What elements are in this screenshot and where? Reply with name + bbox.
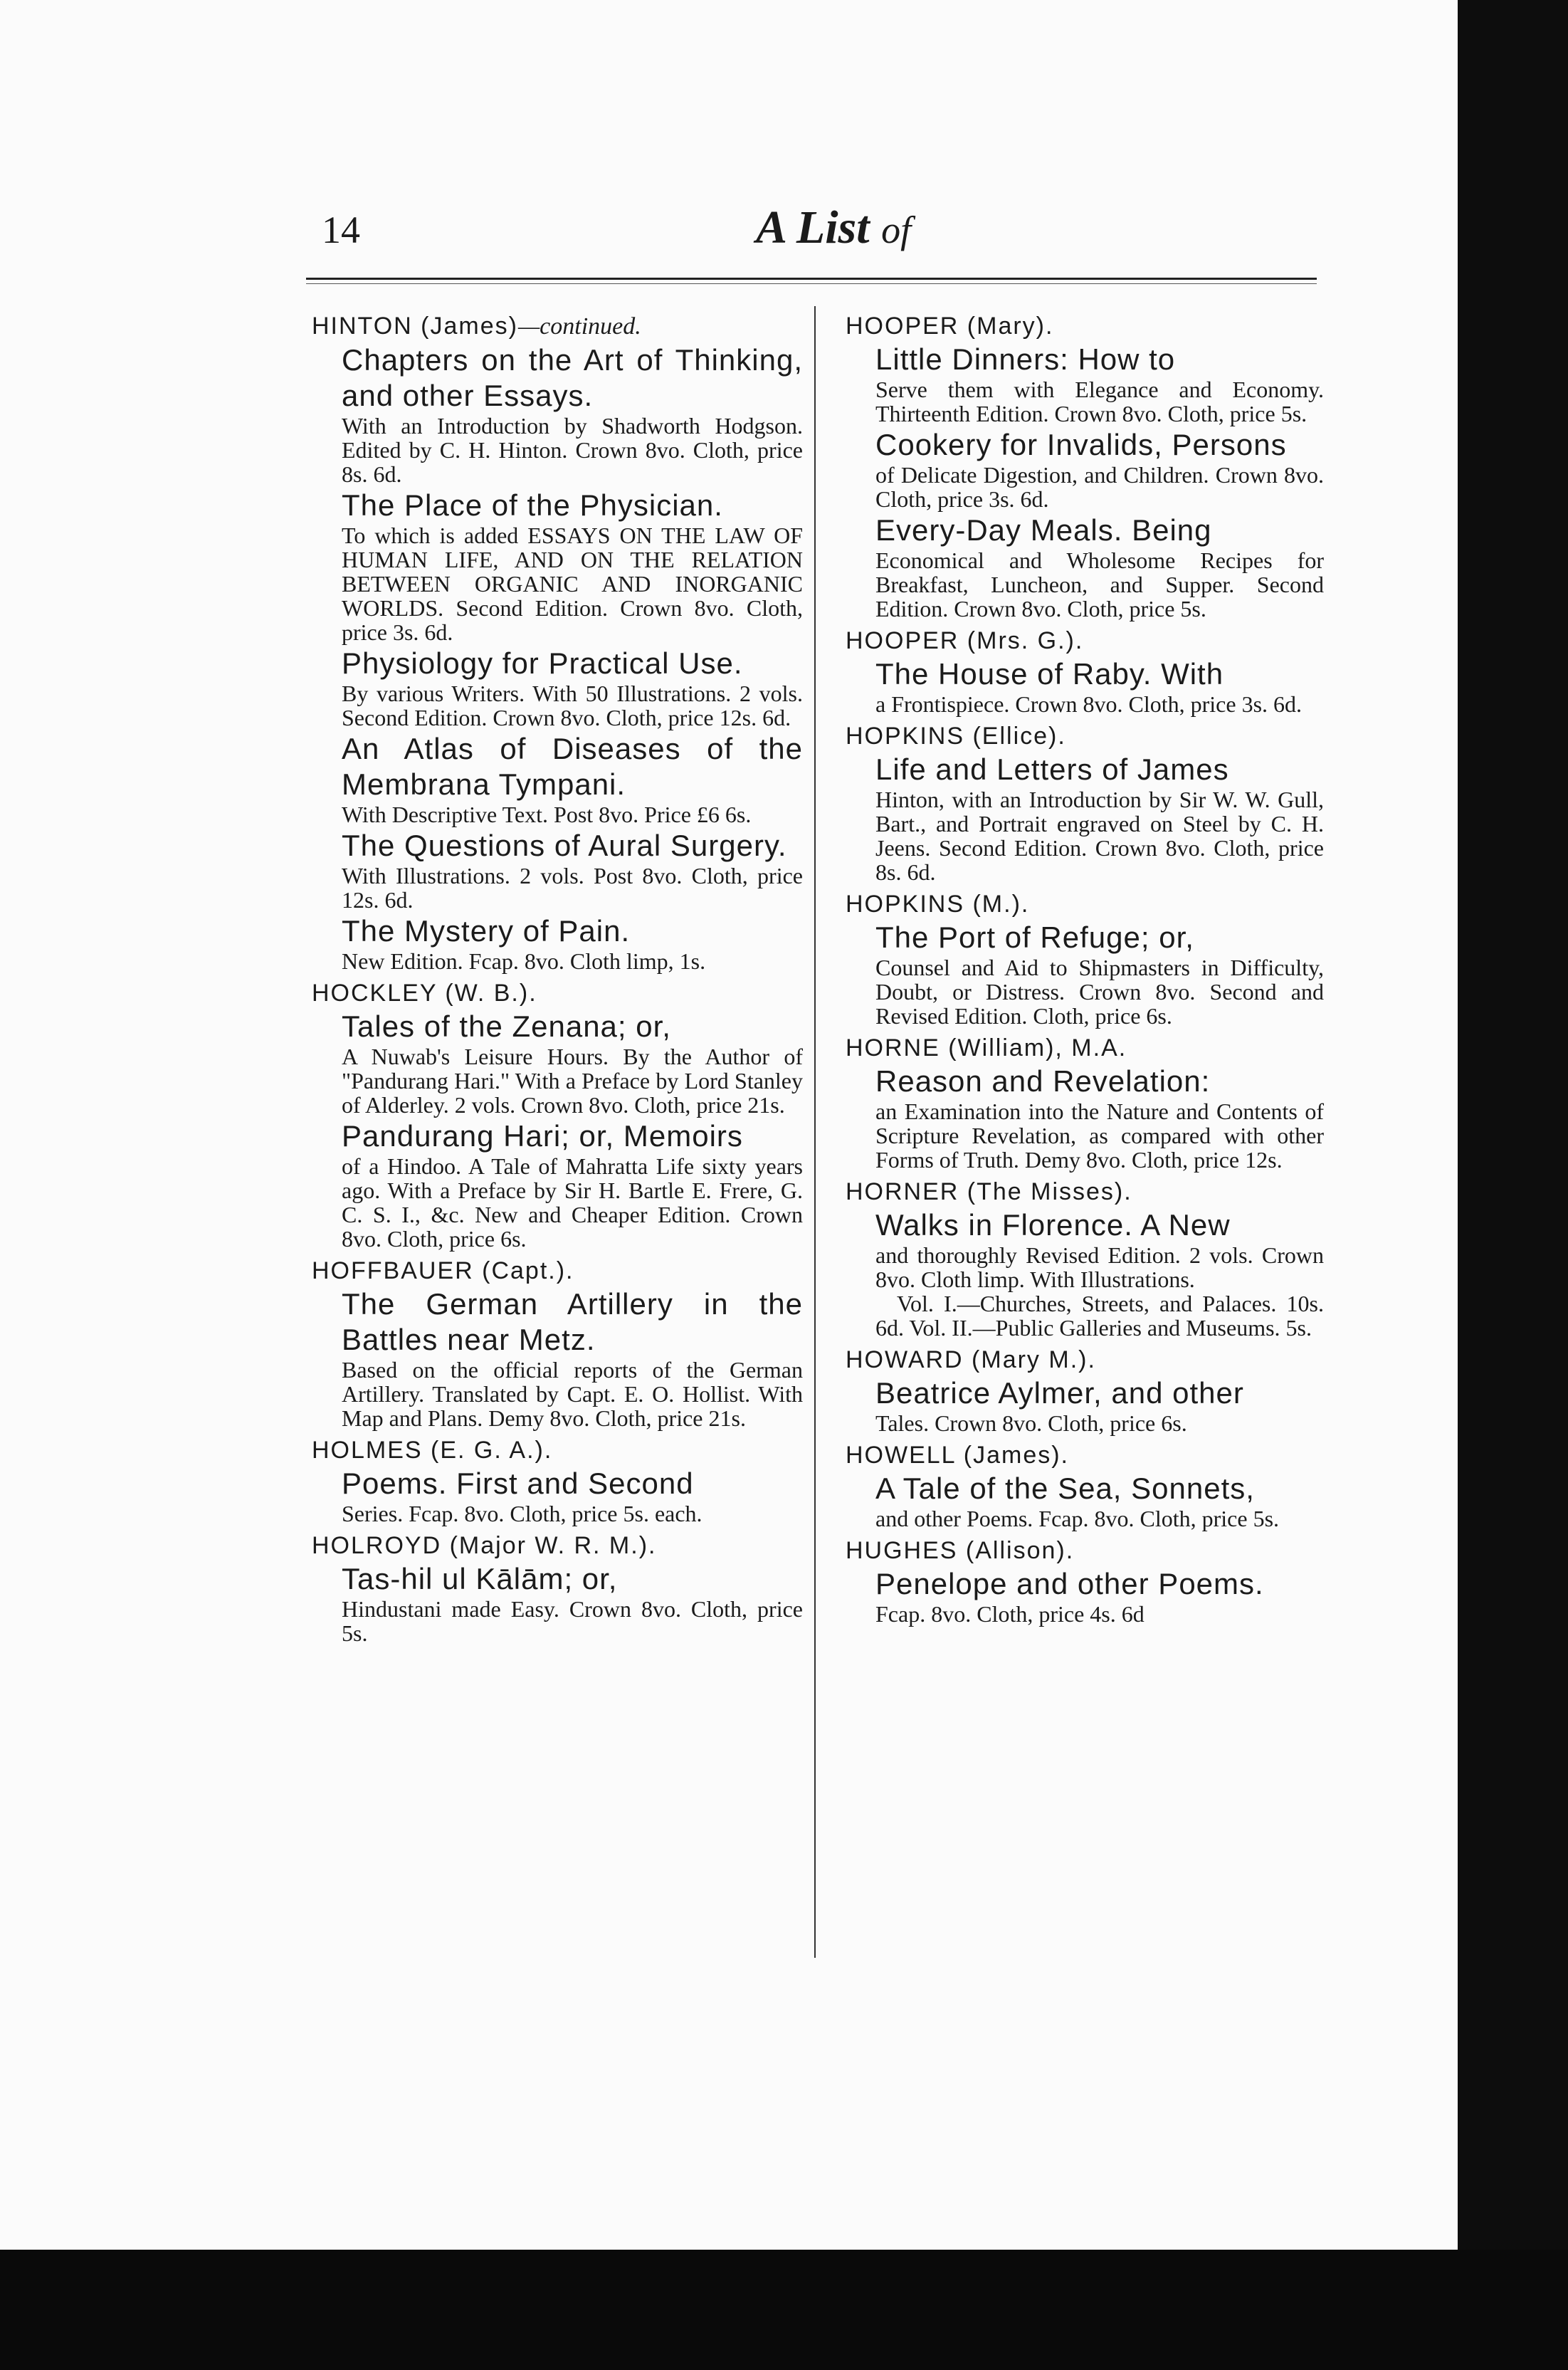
book-entry bbox=[875, 752, 1324, 884]
book-entry bbox=[342, 1009, 803, 1117]
book-title: Beatrice Aylmer, and other bbox=[875, 1376, 1244, 1410]
book-entry bbox=[342, 828, 803, 912]
book-entry bbox=[342, 913, 803, 973]
author-name: HOFFBAUER (Capt.). bbox=[312, 1257, 574, 1284]
book-title: Cookery for Invalids, Persons bbox=[875, 428, 1287, 461]
author-heading bbox=[846, 1034, 1324, 1062]
running-title-tail: of bbox=[881, 209, 912, 251]
author-name: HORNE (William), M.A. bbox=[846, 1034, 1127, 1061]
author-heading bbox=[846, 722, 1324, 750]
author-heading bbox=[846, 312, 1324, 340]
book-entry bbox=[875, 920, 1324, 1028]
author-heading bbox=[312, 1257, 803, 1285]
author-heading bbox=[312, 979, 803, 1007]
book-entry bbox=[342, 488, 803, 644]
book-title: The House of Raby. With bbox=[875, 657, 1224, 691]
author-heading bbox=[312, 1436, 803, 1464]
book-title: Poems. First and Second bbox=[342, 1467, 694, 1500]
author-name: HINTON (James) bbox=[312, 313, 518, 340]
author-name: HOWELL (James). bbox=[846, 1442, 1070, 1469]
book-description: With Illustrations. 2 vols. Post 8vo. Cloth, price 12s. 6d. bbox=[342, 863, 803, 913]
book-entry bbox=[875, 342, 1324, 426]
author-entry bbox=[312, 979, 803, 1251]
author-entry bbox=[312, 1531, 803, 1645]
book-entry bbox=[875, 1566, 1324, 1626]
book-description: To which is added ESSAYS ON THE LAW OF HUMAN LIFE, AND ON THE RELATION BETWEEN ORGANIC AND INORGANIC WORLDS. Second Edition. Crown 8vo. Cloth, price 3s. 6d. bbox=[342, 523, 803, 645]
author-name: HOCKLEY (W. B.). bbox=[312, 980, 537, 1007]
author-name: HORNER (The Misses). bbox=[846, 1178, 1132, 1205]
book-description: Economical and Wholesome Recipes for Breakfast, Luncheon, and Supper. Second Edition. Crown 8vo. Cloth, price 5s. bbox=[875, 547, 1324, 622]
scan-edge-right bbox=[1458, 0, 1568, 2370]
book-title: The German Artillery in the Battles near Metz. bbox=[342, 1287, 803, 1356]
author-heading bbox=[846, 1178, 1324, 1206]
running-title-main: A List bbox=[756, 201, 870, 253]
book-description: and other Poems. Fcap. 8vo. Cloth, price 5s. bbox=[875, 1506, 1280, 1531]
header-rule bbox=[306, 278, 1317, 284]
book-description: By various Writers. With 50 Illustrations. 2 vols. Second Edition. Crown 8vo. Cloth, price 12s. 6d. bbox=[342, 681, 803, 730]
book-title: Tas-hil ul Kālām; or, bbox=[342, 1562, 618, 1595]
book-entry bbox=[875, 1471, 1324, 1531]
book-description: Serve them with Elegance and Economy. Thirteenth Edition. Crown 8vo. Cloth, price 5s. bbox=[875, 377, 1324, 426]
book-title: Penelope and other Poems. bbox=[875, 1567, 1264, 1600]
author-entry bbox=[846, 1346, 1324, 1435]
author-heading bbox=[312, 1531, 803, 1560]
author-name: HOOPER (Mrs. G.). bbox=[846, 627, 1084, 654]
book-description: Fcap. 8vo. Cloth, price 4s. 6d bbox=[875, 1601, 1145, 1627]
book-description: New Edition. Fcap. 8vo. Cloth limp, 1s. bbox=[342, 948, 706, 974]
author-entry bbox=[312, 1436, 803, 1526]
book-entry bbox=[342, 1466, 803, 1526]
author-heading bbox=[846, 1536, 1324, 1565]
author-name: HOLMES (E. G. A.). bbox=[312, 1437, 553, 1464]
author-name: HUGHES (Allison). bbox=[846, 1537, 1075, 1564]
book-entry bbox=[875, 1375, 1324, 1435]
author-entry bbox=[312, 312, 803, 973]
book-entry bbox=[875, 513, 1324, 621]
author-note: —continued. bbox=[517, 313, 641, 340]
author-entry bbox=[846, 312, 1324, 621]
author-name: HOPKINS (Ellice). bbox=[846, 723, 1066, 750]
author-name: HOLROYD (Major W. R. M.). bbox=[312, 1532, 657, 1559]
author-entry bbox=[846, 722, 1324, 884]
left-column bbox=[312, 306, 803, 1645]
author-entry bbox=[846, 1536, 1324, 1626]
book-title: Pandurang Hari; or, Memoirs bbox=[342, 1119, 743, 1153]
book-description: of a Hindoo. A Tale of Mahratta Life sixty years ago. With a Preface by Sir H. Bartle E. Frere, G. C. S. I., &c. New and Cheaper Edition. Crown 8vo. Cloth, price 6s. bbox=[342, 1153, 803, 1252]
book-description: an Examination into the Nature and Contents of Scripture Revelation, as compared with other Forms of Truth. Demy 8vo. Cloth, price 12s. bbox=[875, 1099, 1324, 1173]
book-entry bbox=[342, 342, 803, 486]
author-entry bbox=[312, 1257, 803, 1430]
column-divider bbox=[814, 306, 816, 1958]
author-heading bbox=[846, 890, 1324, 918]
book-title: The Questions of Aural Surgery. bbox=[342, 829, 787, 862]
book-description: Counsel and Aid to Shipmasters in Difficulty, Doubt, or Distress. Crown 8vo. Second and Revised Edition. Cloth, price 6s. bbox=[875, 955, 1324, 1029]
author-heading bbox=[846, 1346, 1324, 1374]
author-name: HOWARD (Mary M.). bbox=[846, 1346, 1096, 1373]
book-note: Vol. I.—Churches, Streets, and Palaces. 10s. 6d. Vol. II.—Public Galleries and Museums. 5s. bbox=[875, 1291, 1324, 1341]
book-entry bbox=[875, 1064, 1324, 1172]
author-heading bbox=[846, 1441, 1324, 1469]
book-entry bbox=[342, 1118, 803, 1251]
page-number: 14 bbox=[322, 209, 360, 251]
book-description: Based on the official reports of the German Artillery. Translated by Capt. E. O. Hollist. With Map and Plans. Demy 8vo. Cloth, price 21s. bbox=[342, 1357, 803, 1431]
book-description: a Frontispiece. Crown 8vo. Cloth, price 3s. 6d. bbox=[875, 691, 1303, 717]
book-title: The Mystery of Pain. bbox=[342, 914, 631, 948]
book-title: Tales of the Zenana; or, bbox=[342, 1010, 671, 1043]
book-title: An Atlas of Diseases of the Membrana Tympani. bbox=[342, 732, 803, 801]
author-entry bbox=[846, 1441, 1324, 1531]
book-description: A Nuwab's Leisure Hours. By the Author of "Pandurang Hari." With a Preface by Lord Stanley of Alderley. 2 vols. Crown 8vo. Cloth, price 21s. bbox=[342, 1044, 803, 1118]
author-name: HOOPER (Mary). bbox=[846, 313, 1054, 340]
book-title: The Port of Refuge; or, bbox=[875, 921, 1194, 954]
author-entry bbox=[846, 890, 1324, 1028]
book-entry bbox=[342, 1286, 803, 1430]
book-entry bbox=[875, 1207, 1324, 1340]
author-entry bbox=[846, 1034, 1324, 1172]
book-title: Physiology for Practical Use. bbox=[342, 646, 743, 680]
book-title: Every-Day Meals. Being bbox=[875, 513, 1212, 547]
book-title: Walks in Florence. A New bbox=[875, 1208, 1231, 1242]
running-title bbox=[756, 201, 911, 255]
book-entry bbox=[875, 427, 1324, 511]
book-description: of Delicate Digestion, and Children. Crown 8vo. Cloth, price 3s. 6d. bbox=[875, 462, 1324, 512]
book-title: A Tale of the Sea, Sonnets, bbox=[875, 1472, 1255, 1505]
author-heading bbox=[846, 626, 1324, 655]
book-entry bbox=[342, 1561, 803, 1645]
book-description: With Descriptive Text. Post 8vo. Price £6 6s. bbox=[342, 802, 752, 827]
book-title: Little Dinners: How to bbox=[875, 342, 1176, 376]
book-description: Hinton, with an Introduction by Sir W. W. Gull, Bart., and Portrait engraved on Steel by C. H. Jeens. Second Edition. Crown 8vo. Cloth, price 8s. 6d. bbox=[875, 787, 1324, 885]
book-title: Reason and Revelation: bbox=[875, 1064, 1211, 1098]
book-title: Chapters on the Art of Thinking, and other Essays. bbox=[342, 343, 803, 412]
author-entry bbox=[846, 1178, 1324, 1340]
scan-edge-bottom bbox=[0, 2250, 1568, 2370]
book-title: Life and Letters of James bbox=[875, 753, 1229, 786]
author-name: HOPKINS (M.). bbox=[846, 891, 1030, 918]
book-description: Tales. Crown 8vo. Cloth, price 6s. bbox=[875, 1410, 1187, 1436]
book-entry bbox=[875, 656, 1324, 716]
book-description: Series. Fcap. 8vo. Cloth, price 5s. each. bbox=[342, 1501, 703, 1526]
book-entry bbox=[342, 731, 803, 827]
author-heading bbox=[312, 312, 803, 341]
book-description: Hindustani made Easy. Crown 8vo. Cloth, price 5s. bbox=[342, 1596, 803, 1646]
book-description: With an Introduction by Shadworth Hodgson. Edited by C. H. Hinton. Crown 8vo. Cloth, price 8s. 6d. bbox=[342, 413, 803, 487]
book-description: and thoroughly Revised Edition. 2 vols. Crown 8vo. Cloth limp. With Illustrations. bbox=[875, 1242, 1324, 1292]
author-entry bbox=[846, 626, 1324, 716]
book-title: The Place of the Physician. bbox=[342, 488, 723, 522]
book-entry bbox=[342, 646, 803, 730]
right-column bbox=[846, 306, 1324, 1626]
